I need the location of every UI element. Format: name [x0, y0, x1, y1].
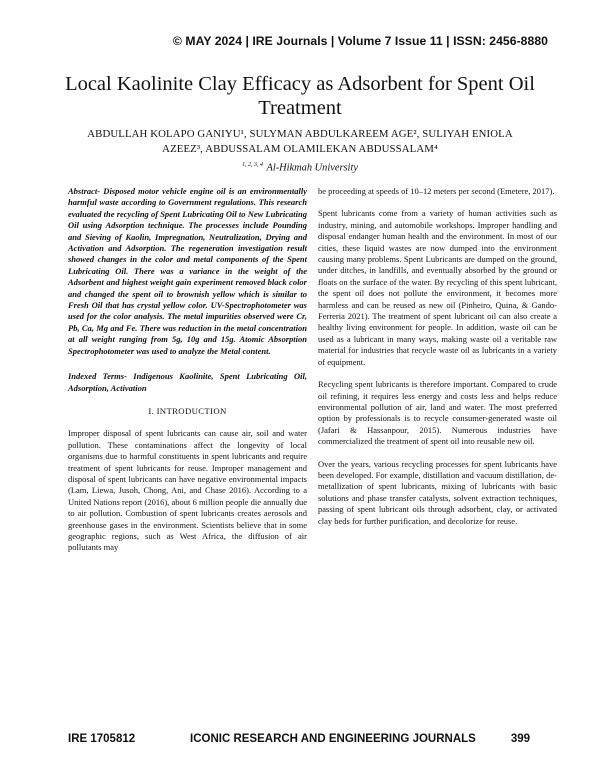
affiliation-name: Al-Hikmah University [266, 162, 358, 174]
authors-line-1: ABDULLAH KOLAPO GANIYU¹, SULYMAN ABDULKAREEM AGE², SULIYAH ENIOLA [87, 128, 513, 140]
section-heading-introduction: I. INTRODUCTION [148, 405, 227, 416]
paper-title: Local Kaolinite Clay Efficacy as Adsorbent for Spent Oil Treatment [65, 73, 535, 119]
footer-paper-id: IRE 1705812 [68, 733, 136, 745]
abstract: Abstract- Disposed motor vehicle engine oil is an environmentally harmful waste according to Government regulations. This research evaluated the recycling of Spent Lubricating Oil to New Lubricating Oil using Adsorption technique. The processes include Pounding and Sieving of Kaolin, Impregnation, Neutralization, Drying and Activation and Adsorption. The regeneration investigation result showed changes in the color and metal components of the Spent Lubricating Oil. There was a variance in the weight of the Adsorbent and highest weight gain experiment removed black color and changed the spent oil to brownish yellow which is similar to Fresh Oil that has crystal yellow color. UV-Spectrophotometer was used for the color analysis. The metal impurities observed were Cr, Pb, Ca, Mg and Fe. There was reduction in the metal concentration at all weight ranging from 5g, 10g and 15g. Atomic Absorption Spectrophotometer was used to analyze the Metal content. [68, 186, 307, 356]
right-column [318, 186, 557, 538]
index-terms: Indexed Terms- Indigenous Kaolinite, Spent Lubricating Oil, Adsorption, Activation [68, 371, 307, 393]
footer-page-number: 399 [510, 733, 530, 745]
left-column [68, 186, 307, 565]
affiliation-marks: 1, 2, 3, 4 [242, 162, 264, 168]
authors-line-2: AZEEZ³, ABDUSSALAM OLAMILEKAN ABDUSSALAM⁴ [162, 143, 438, 155]
intro-paragraph: Improper disposal of spent lubricants can cause air, soil and water pollution. These contaminations affect the longevity of local organisms due to harmful constituents in spent lubricants and require treatment of spent lubricants for reuse. Improper management and disposal of spent lubricants can have negative environmental impacts (Lam, Liewa, Jusoh, Chong, Ani, and Chase 2016). According to a United Nations report (2016), about 6 million people die annually due to air pollution. Combustion of spent lubricants creates aerosols and greenhouse gases in the environment. Scientists believe that in some geographic regions, such as West Africa, the diffusion of air pollutants may [68, 428, 307, 553]
paragraph-processes: Over the years, various recycling processes for spent lubricants have been developed. For example, distillation and vacuum distillation, de-metallization of spent lubricants, mixing of lubricants with basic solutions and phase transfer catalysts, solvent extraction techniques, passing of spent lubricant oils through adsorbent, clay, or activated clay beds for further purification, and decolorize for reuse. [318, 458, 557, 526]
paragraph-spent-lubricants: Spent lubricants come from a variety of human activities such as industry, mining, and automobile workshops. Improper handling and disposal endanger human health and the environment. In most of our cities, these liquid wastes are now dumped into the environment causing many problems. Spent Lubricants are dumped on the ground, under ditches, in landfills, and eventually absorbed by the ground or floats on the surface of the water. By recycling of this spent lubricant, the spent oil does not pollute the environment, it becomes more harmless and can be reused as new oil (Pinheiro, Quina, & Gando-Ferreria 2021). The treatment of spent lubricant oil can also create a healthy living environment for people. In addition, waste oil can be used as a lubricant in many ways, making waste oil a veritable raw material for industries that recycle waste oil as lubricants in a variety of equipment. [318, 208, 557, 367]
paragraph-recycling: Recycling spent lubricants is therefore important. Compared to crude oil refining, it requires less energy and costs less and helps reduce environmental pollution of air, land and water. The most preferred option by professionals is to recycle consumer-generated waste oil (Jafari & Hassanpour, 2015). Numerous industries have commercialized the treatment of spent oil into reusable new oil. [318, 379, 557, 447]
journal-header: © MAY 2024 | IRE Journals | Volume 7 Issue 11 | ISSN: 2456-8880 [172, 34, 548, 48]
footer-journal-name: ICONIC RESEARCH AND ENGINEERING JOURNALS [190, 733, 476, 745]
continuation-paragraph: be proceeding at speeds of 10–12 meters per second (Emetere, 2017). [318, 186, 555, 196]
affiliation [40, 162, 560, 173]
author-list [40, 127, 560, 157]
